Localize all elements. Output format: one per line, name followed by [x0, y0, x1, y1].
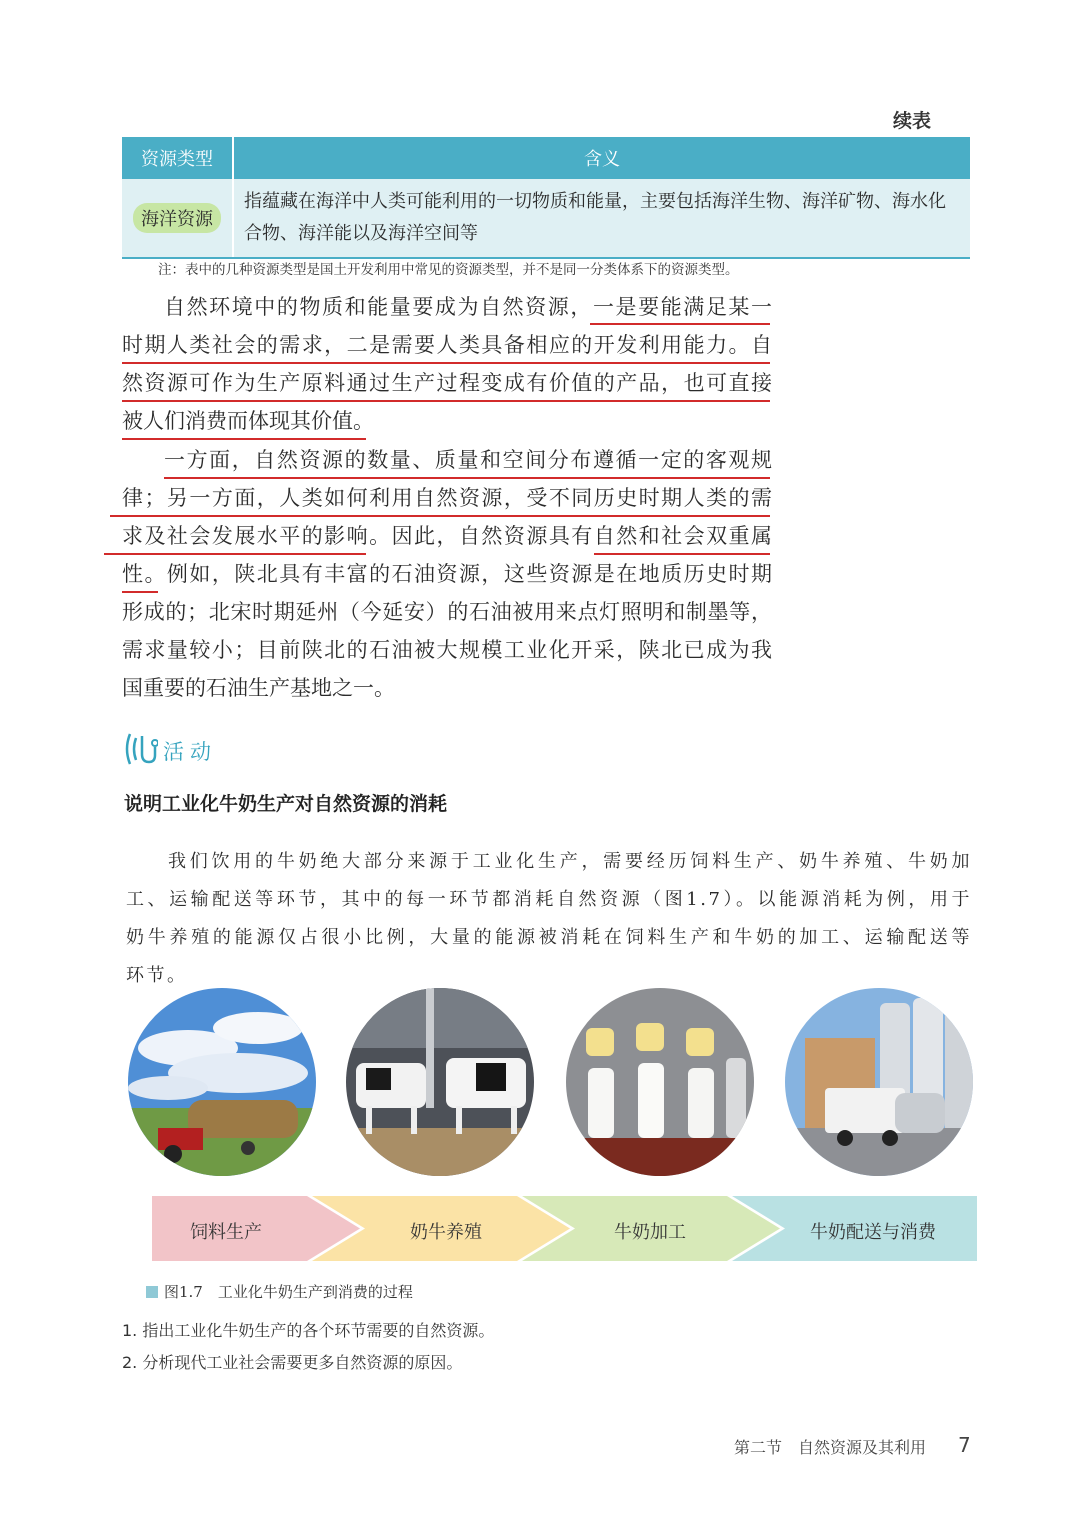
highlight-underline [122, 591, 158, 593]
paragraph-2-line-5: 形成的；北宋时期延州（今延安）的石油被用来点灯照明和制墨等， [122, 600, 772, 624]
figure-caption [146, 1281, 413, 1302]
highlight-underline [122, 362, 742, 364]
highlight-underline [590, 323, 770, 325]
table-header-row [122, 137, 970, 179]
page-number: 7 [958, 1433, 971, 1457]
paragraph-2-line-3: 求及社会发展水平的影响。因此，自然资源具有自然和社会双重属 [122, 524, 772, 548]
milk-processing-photo [566, 988, 754, 1176]
resource-meaning-cell: 指蕴藏在海洋中人类可能利用的一切物质和能量，主要包括海洋生物、海洋矿物、海水化合物、海洋能以及海洋空间等 [233, 179, 970, 258]
feed-production-photo [128, 988, 316, 1176]
activity-title: 活动 [163, 740, 217, 764]
highlight-underline [122, 438, 366, 440]
table-row [122, 179, 970, 258]
activity-text-line-2: 工、运输配送等环节，其中的每一环节都消耗自然资源（图1.7）。以能源消耗为例，用于 [126, 889, 972, 910]
paragraph-1-line-1: 自然环境中的物质和能量要成为自然资源，一是要能满足某一 [164, 295, 772, 319]
highlight-underline [164, 477, 770, 479]
header-resource-type: 资源类型 [122, 137, 233, 179]
milk-delivery-photo [785, 988, 973, 1176]
highlight-underline [740, 362, 770, 364]
header-meaning: 含义 [233, 137, 970, 179]
resource-type-badge: 海洋资源 [133, 203, 221, 233]
step-label-feed: 饲料生产 [190, 1222, 262, 1243]
footer-section-title: 第二节 自然资源及其利用 [734, 1438, 927, 1457]
paragraph-1-line-2: 时期人类社会的需求，二是需要人类具备相应的开发利用能力。自 [122, 333, 772, 357]
step-label-farming: 奶牛养殖 [410, 1222, 482, 1243]
highlight-underline [122, 400, 770, 402]
paragraph-2-line-2: 律；另一方面，人类如何利用自然资源，受不同历史时期人类的需 [122, 486, 772, 510]
paragraph-2-line-7: 国重要的石油生产基地之一。 [122, 676, 395, 700]
figure-caption-text: 图1.7 工业化牛奶生产到消费的过程 [164, 1283, 413, 1301]
activity-subtitle: 说明工业化牛奶生产对自然资源的消耗 [124, 793, 448, 815]
resource-type-cell [122, 179, 233, 258]
activity-text-line-3: 奶牛养殖的能源仅占很小比例，大量的能源被消耗在饲料生产和牛奶的加工、运输配送等 [126, 927, 972, 948]
paragraph-2-line-4: 性。例如，陕北具有丰富的石油资源，这些资源是在地质历史时期 [122, 562, 772, 586]
activity-text-line-1: 我们饮用的牛奶绝大部分来源于工业化生产，需要经历饲料生产、奶牛养殖、牛奶加 [168, 851, 972, 872]
paragraph-1-line-4: 被人们消费而体现其价值。 [122, 409, 374, 433]
caption-marker [146, 1286, 158, 1298]
highlight-underline [104, 553, 366, 555]
resource-table [122, 137, 970, 259]
step-label-processing: 牛奶加工 [614, 1222, 686, 1243]
activity-text-line-4: 环节。 [126, 965, 188, 986]
question-1: 1. 指出工业化牛奶生产的各个环节需要的自然资源。 [122, 1321, 495, 1340]
activity-icon [122, 730, 158, 768]
paragraph-2-line-1: 一方面，自然资源的数量、质量和空间分布遵循一定的客观规 [164, 448, 772, 472]
highlight-underline [594, 553, 770, 555]
paragraph-1-line-3: 然资源可作为生产原料通过生产过程变成有价值的产品，也可直接 [122, 371, 772, 395]
table-continued-label: 续表 [892, 110, 931, 132]
paragraph-2-line-6: 需求量较小；目前陕北的石油被大规模工业化开采，陕北已成为我 [122, 638, 772, 662]
table-note: 注：表中的几种资源类型是国土开发利用中常见的资源类型，并不是同一分类体系下的资源类型。 [158, 262, 739, 278]
highlight-underline [110, 515, 770, 517]
question-2: 2. 分析现代工业社会需要更多自然资源的原因。 [122, 1353, 463, 1372]
step-label-delivery: 牛奶配送与消费 [810, 1222, 936, 1243]
cow-farming-photo [346, 988, 534, 1176]
